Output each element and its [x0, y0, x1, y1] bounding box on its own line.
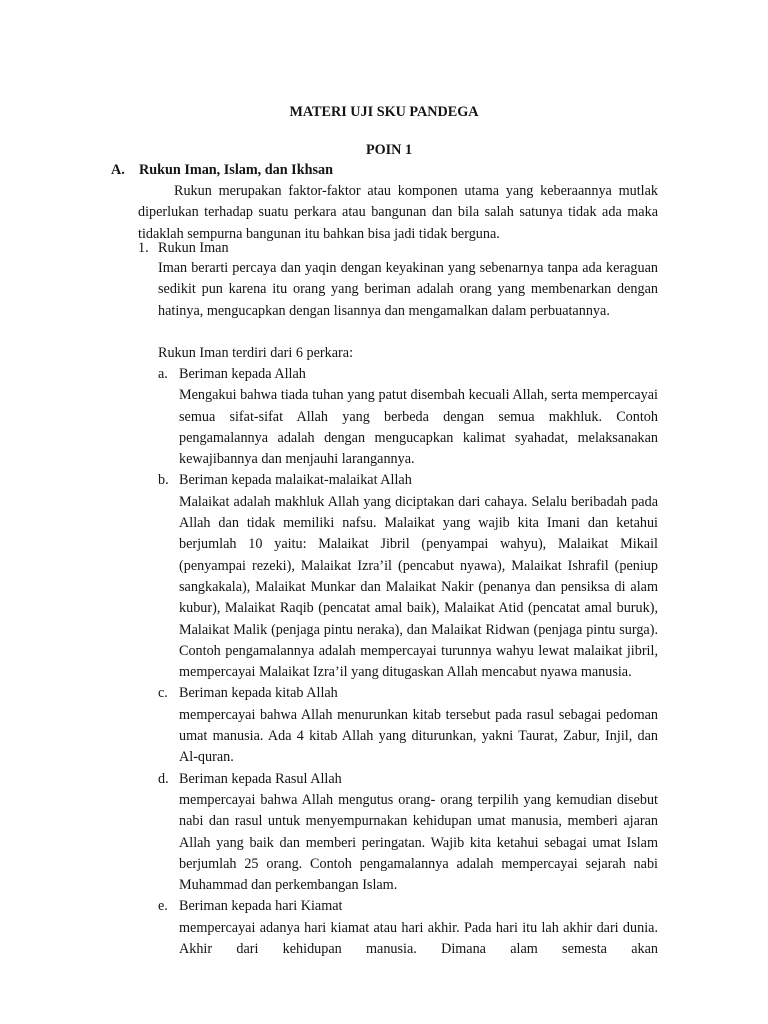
item-letter: d.	[158, 770, 169, 787]
document-title: MATERI UJI SKU PANDEGA	[289, 104, 479, 120]
list-item	[158, 470, 658, 683]
item-body: Malaikat adalah makhluk Allah yang diciptakan dari cahaya. Selalu beribadah pada Allah dan tidak memiliki nafsu. Malaikat yang wajib kita Imani dan ketahui berjumlah 10 yaitu: Malaikat Jibril (penyampai wahyu), Malaikat Mikail (penyampai rezeki), Malaikat Izra’il (pencabut nyawa), Malaikat Ishrafil (peniup sangkakala), Malaikat Munkar dan Malaikat Nakir (penanya dan pensiksa di alam kubur), Malaikat Raqib (pencatat amal baik), Malaikat Atid (pencatat amal buruk), Malaikat Malik (penjaga pintu neraka), dan Malaikat Ridwan (penjaga pintu surga). Contoh pengamalannya adalah mempercayai turunnya wahyu lewat malaikat jibril, mempercayai Malaikat Izra’il yang ditugaskan Allah mencabut nyawa manusia.	[179, 493, 658, 681]
item-body: mempercayai adanya hari kiamat atau hari akhir. Pada hari itu lah akhir dari dunia. Akhir dari kehidupan manusia. Dimana alam semesta akan	[179, 919, 658, 958]
rukun-iman-description: Iman berarti percaya dan yaqin dengan keyakinan yang sebenarnya tanpa ada keraguan sedikit pun karena itu orang yang beriman adalah orang yang membenarkan dengan hatinya, mengucapkan dengan lisannya dan mengamalkan dalam perbuatannya.	[158, 260, 658, 319]
list-item	[158, 769, 658, 897]
item-letter: a.	[158, 366, 168, 382]
item-heading: Beriman kepada hari Kiamat	[179, 898, 343, 915]
section-letter: A.	[111, 162, 125, 178]
item-letter: b.	[158, 472, 169, 489]
rukun-iman-title: Rukun Iman	[158, 240, 229, 256]
item-heading: Beriman kepada Allah	[179, 366, 306, 382]
poin-heading: POIN 1	[365, 142, 413, 158]
list-item	[158, 683, 658, 768]
item-letter: e.	[158, 898, 168, 915]
rukun-iman-heading	[138, 238, 229, 259]
item-heading: Beriman kepada kitab Allah	[179, 685, 338, 702]
rukun-iman-count: Rukun Iman terdiri dari 6 perkara:	[158, 345, 354, 361]
item-body: mempercayai bahwa Allah menurunkan kitab tersebut pada rasul sebagai pedoman umat manusia. Ada 4 kitab Allah yang diturunkan, yakni Taurat, Zabur, Injil, dan Al-quran.	[179, 706, 658, 766]
item-heading: Beriman kepada Rasul Allah	[179, 770, 342, 787]
item-heading: Beriman kepada malaikat-malaikat Allah	[179, 472, 412, 489]
list-number: 1.	[138, 240, 149, 256]
item-body: Mengakui bahwa tiada tuhan yang patut disembah kecuali Allah, serta mempercayai semua sifat-sifat Allah yang berbeda dengan semua makhluk. Contoh pengamalannya adalah dengan mengucapkan kalimat syahadat, melaksanakan kewajibannya dan menjauhi larangannya.	[179, 387, 658, 468]
section-intro-paragraph: Rukun merupakan faktor-faktor atau komponen utama yang keberaannya mutlak diperlukan terhadap suatu perkara atau bangunan dan bila salah satunya tidak ada maka tidaklah sempurna bangunan itu bahkan bisa jadi tidak berguna.	[138, 183, 658, 242]
section-title: Rukun Iman, Islam, dan Ikhsan	[139, 162, 333, 178]
item-letter: c.	[158, 685, 168, 702]
rukun-iman-list	[158, 364, 658, 960]
item-body: mempercayai bahwa Allah mengutus orang- orang terpilih yang kemudian disebut nabi dan rasul untuk menyempurnakan kehidupan umat manusia, memberi ajaran Allah yang baik dan memberi peringatan. Wajib kita ketahui sebagai umat Islam berjumlah 25 orang. Contoh pengamalannya adalah mempercayai sejarah nabi Muhammad dan perkembangan Islam.	[179, 791, 658, 894]
list-item	[158, 896, 658, 960]
section-heading	[111, 160, 333, 181]
list-item	[158, 364, 658, 470]
